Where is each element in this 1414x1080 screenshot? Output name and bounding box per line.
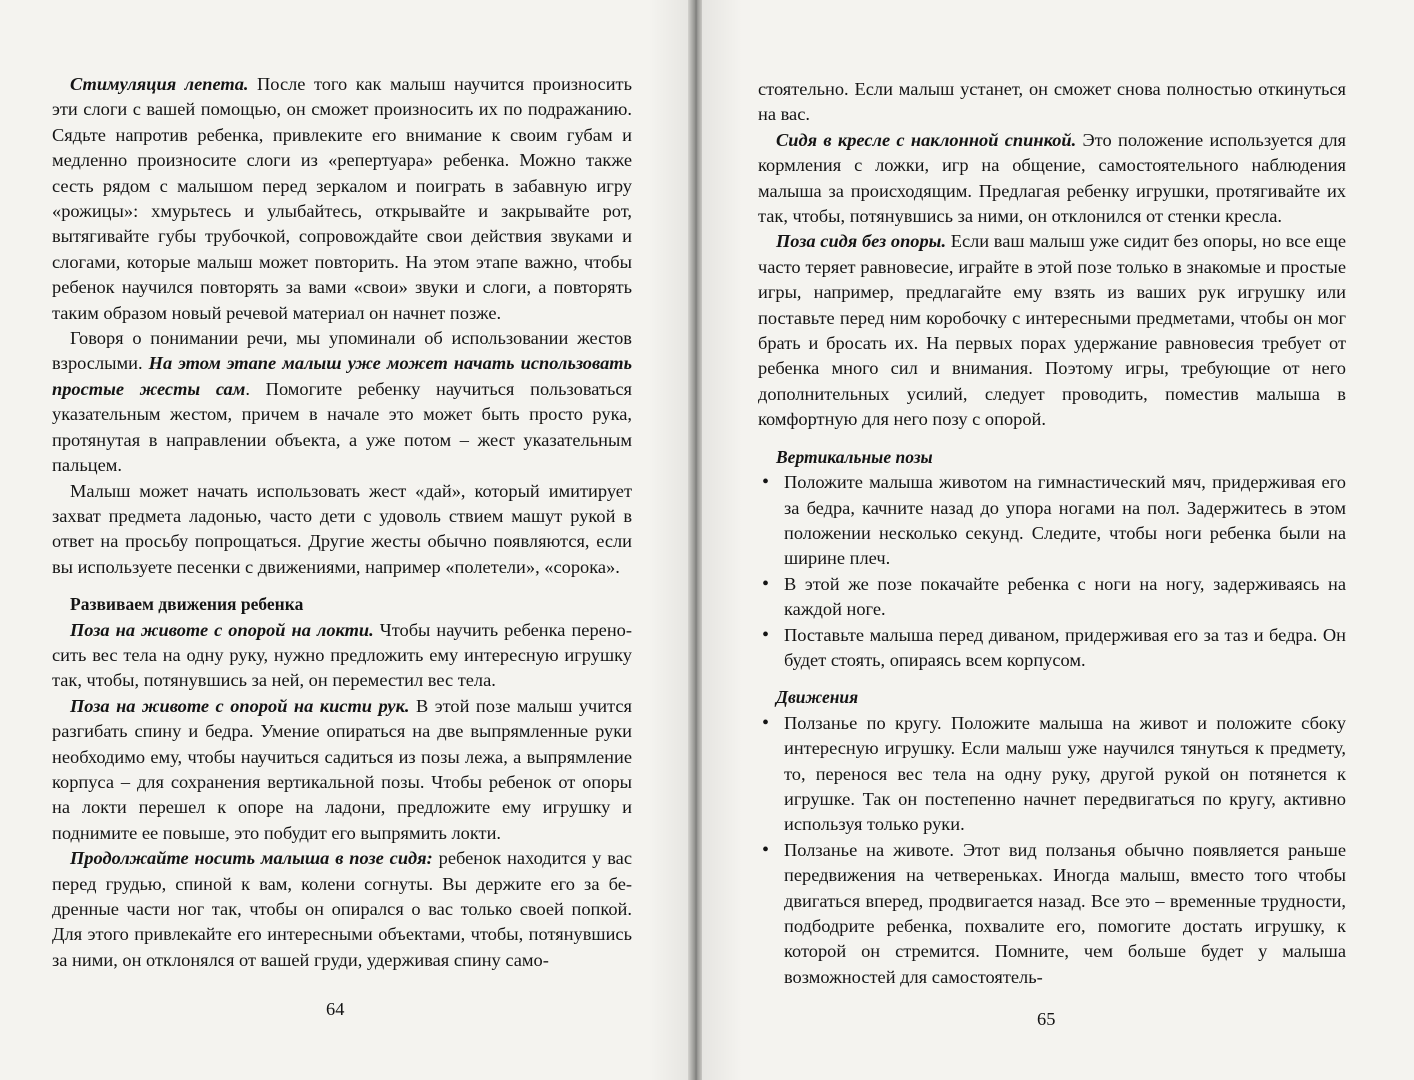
paragraph: стоятельно. Если малыш устанет, он сможет снова полностью откинуться на вас. <box>758 79 1346 125</box>
list-item: • Ползанье по кругу. Положите малыша на живот и положите сбоку интересную игрушку. Если малыш уже научился тянуться к предмету, то, перенося вес тела на одну руку, другой рукой он потянется к игрушке. Так он постепенно начнет передвигаться по кругу, активно используя только руки. <box>758 711 1346 838</box>
section-heading: Движения <box>776 687 859 708</box>
run-in-heading: Стимуляция лепета. <box>70 74 249 94</box>
paragraph: Малыш может начать использовать жест «дай», который имитирует захват предмета ладонью, часто дети с удоволь ствием машут рукой в ответ на просьбу попрощаться. Другие жесты обычно появляются, если вы используете песенки с движениями, например «полетели», «сорока». <box>52 480 632 577</box>
emphasis: На этом этапе малыш уже может начать использовать простые жесты сам <box>52 353 632 399</box>
page-number: 65 <box>1037 1009 1056 1029</box>
bullet-list <box>758 470 1346 673</box>
run-in-heading: Сидя в кресле с наклонной спинкой. <box>776 129 1077 150</box>
run-in-heading: Поза на животе с опорой на кисти рук. <box>70 695 410 716</box>
right-page <box>702 0 1414 1080</box>
list-item: • Ползанье на животе. Этот вид ползанья обычно появляется раньше передвижения на четвереньках. Иногда малыш, вместо того чтобы двигаться вперед, продвигается назад. Все это – временные трудности, подбодрите ребенка, похвалите его, помогите достать игрушку, к которой он стремится. Помните, чем больше будет у малыша возможностей для самостоятель- <box>758 838 1346 990</box>
left-page-text <box>52 72 632 973</box>
page-number: 64 <box>326 999 345 1019</box>
left-page <box>0 0 690 1080</box>
paragraph: Поза сидя без опоры. Если ваш малыш уже сидит без опоры, но все еще часто теряет равновесие, играйте в этой позе только в знакомые и простые игры, например, предлагайте ему взять из ваших рук игрушку или поставьте перед ним коробочку с интересными предметами, чтобы он мог брать и бросать их. На первых порах удержание равновесия требует от ребенка много сил и внимания. Поэтому игры, требующие от него дополнительных усилий, следует проводить, поместив малыша в комфортную для него позу с опорой. <box>758 231 1346 430</box>
section-heading: Вертикальные позы <box>776 446 933 467</box>
paragraph: Стимуляция лепета. После того как малыш научится произносить эти слоги с вашей помощью, он сможет произносить их по подражанию. Сядьте напротив ребенка, привлеките его внимание к своим губам и медленно произносите слоги из «репертуара» ребенка. Можно также сесть рядом с малышом перед зеркалом и поиграть в забавную игру «рожицы»: хмурьтесь и улыбайтесь, открывайте и закрывайте рот, вытягивайте губы трубочкой, сопровождайте свои действия звуками и слогами, которые малыш может повторить. На этом этапе важно, чтобы ребенок научился повторять за вами «свои» звуки и слоги, а повторять таким образом новый речевой материал он начнет позже. <box>52 74 632 323</box>
run-in-heading: Продолжайте носить малыша в позе сидя: <box>70 848 433 869</box>
paragraph: Говоря о понимании речи, мы упоминали об использовании жестов взрослыми. На этом этапе малыш уже может начать использовать простые жесты сам. Помогите ребенку научиться пользоваться указательным жестом, причем в начале это может быть просто рука, протянутая в направлении объекта, а уже потом – жест указательным пальцем. <box>52 328 632 476</box>
paragraph: Поза на животе с опорой на локти. Чтобы научить ребенка переносить вес тела на одну руку, нужно предложить ему интересную игрушку так, чтобы, потянувшись за ней, он переместил вес тела. <box>52 619 632 691</box>
right-page-text <box>758 77 1346 990</box>
list-item: • В этой же позе покачайте ребенка с ноги на ногу, задерживаясь на каждой ноге. <box>758 572 1346 623</box>
paragraph: Сидя в кресле с наклонной спинкой. Это положение используется для кормления с ложки, игр на общение, самостоятельного наблюдения малыша за происходящим. Предлагая ребенку игрушки, протягивайте их так, чтобы, потянувшись за ними, он отклонился от стенки кресла. <box>758 129 1346 227</box>
section-heading: Развиваем движения ребенка <box>70 594 304 615</box>
paragraph: Продолжайте носить малыша в позе сидя: ребенок находится у вас перед грудью, спиной к вам, колени согнуты. Вы держите его за бедренные части ног так, чтобы он опирался о вас только своей попкой. Для этого привлекайте его интересными объектами, чтобы, потянувшись за ними, он отклонялся от вашей груди, удерживая спину само- <box>52 848 632 970</box>
run-in-heading: Поза сидя без опоры. <box>776 231 947 252</box>
list-item: • Положите малыша животом на гимнастический мяч, придерживая его за бедра, качните назад до упора ногами на пол. Задержитесь в этом положении несколько секунд. Следите, чтобы ноги ребенка были на ширине плеч. <box>758 470 1346 572</box>
run-in-heading: Поза на животе с опорой на локти. <box>70 619 374 640</box>
bullet-list <box>758 711 1346 990</box>
list-item: • Поставьте малыша перед диваном, придерживая его за таз и бедра. Он будет стоять, опираясь всем корпусом. <box>758 623 1346 674</box>
paragraph: Поза на животе с опорой на кисти рук. В этой позе малыш учится разгибать спину и бедра. Умение опираться на две выпрямленные руки необходимо ему, чтобы научиться садиться из позы лежа, а выпрямление корпуса – для сохранения вертикальной позы. Чтобы ребенок от опоры на локти перешел к опоре на ладони, предложите ему игрушку и поднимите ее повыше, это побудит его выпрямить локти. <box>52 695 632 843</box>
